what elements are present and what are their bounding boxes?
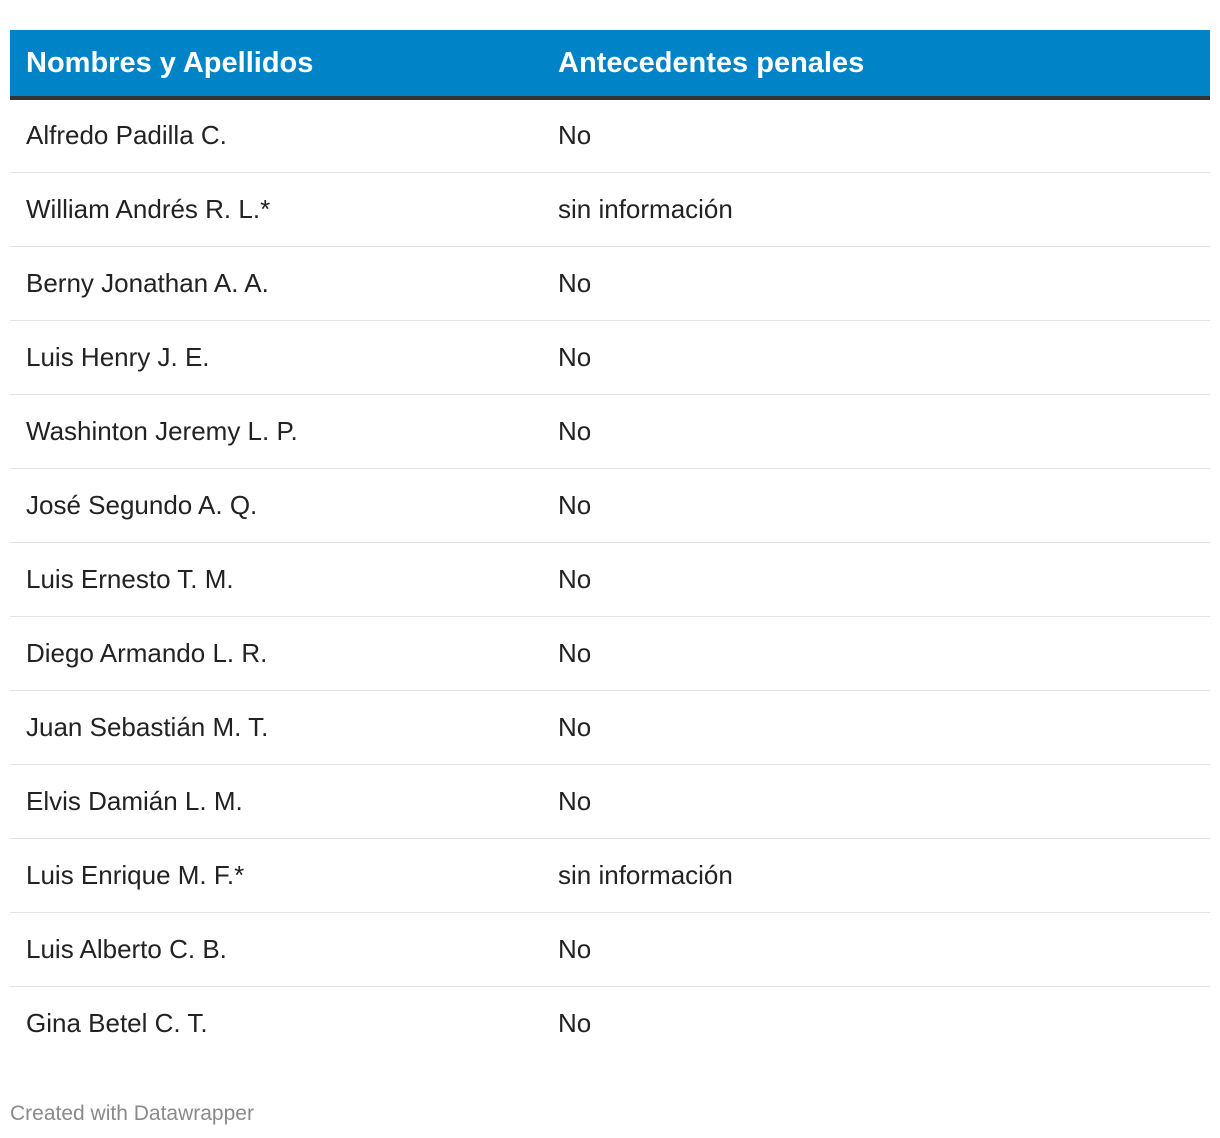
cell-name: Berny Jonathan A. A.: [10, 246, 542, 320]
cell-criminal-record: No: [542, 320, 1210, 394]
table-row: [10, 838, 1210, 912]
table-row: [10, 764, 1210, 838]
cell-name: Alfredo Padilla C.: [10, 98, 542, 172]
column-header-criminal-record: Antecedentes penales: [542, 30, 1210, 98]
cell-name: Luis Henry J. E.: [10, 320, 542, 394]
table-row: [10, 320, 1210, 394]
cell-criminal-record: No: [542, 912, 1210, 986]
table-row: [10, 912, 1210, 986]
cell-criminal-record: No: [542, 764, 1210, 838]
cell-criminal-record: sin información: [542, 838, 1210, 912]
cell-name: Luis Enrique M. F.*: [10, 838, 542, 912]
cell-name: Diego Armando L. R.: [10, 616, 542, 690]
cell-name: Luis Ernesto T. M.: [10, 542, 542, 616]
column-header-names: Nombres y Apellidos: [10, 30, 542, 98]
cell-criminal-record: sin información: [542, 172, 1210, 246]
cell-criminal-record: No: [542, 468, 1210, 542]
cell-name: Gina Betel C. T.: [26, 1007, 208, 1038]
cell-name: William Andrés R. L.*: [10, 172, 542, 246]
table-body: [10, 98, 1210, 1060]
cell-name: Luis Alberto C. B.: [10, 912, 542, 986]
cell-name: José Segundo A. Q.: [10, 468, 542, 542]
cell-criminal-record: No: [542, 246, 1210, 320]
cell-criminal-record: No: [542, 98, 1210, 172]
table-row: [10, 616, 1210, 690]
cell-criminal-record: No: [542, 394, 1210, 468]
table-row: [10, 542, 1210, 616]
data-table-container: [10, 30, 1210, 1060]
cell-criminal-record: No: [542, 690, 1210, 764]
cell-name: Washinton Jeremy L. P.: [10, 394, 542, 468]
cell-name: Elvis Damián L. M.: [10, 764, 542, 838]
data-table: [10, 30, 1210, 1060]
table-row: [10, 394, 1210, 468]
datawrapper-credit: Created with Datawrapper: [10, 1102, 254, 1125]
table-row: [10, 98, 1210, 172]
table-row: [10, 690, 1210, 764]
header-row: [10, 30, 1210, 98]
cell-criminal-record: No: [542, 616, 1210, 690]
table-row: [10, 986, 1210, 1060]
table-header: [10, 30, 1210, 98]
cell-name: Juan Sebastián M. T.: [10, 690, 542, 764]
table-row: [10, 172, 1210, 246]
cell-criminal-record: No: [558, 1007, 592, 1038]
table-row: [10, 468, 1210, 542]
cell-criminal-record: No: [542, 542, 1210, 616]
table-row: [10, 246, 1210, 320]
